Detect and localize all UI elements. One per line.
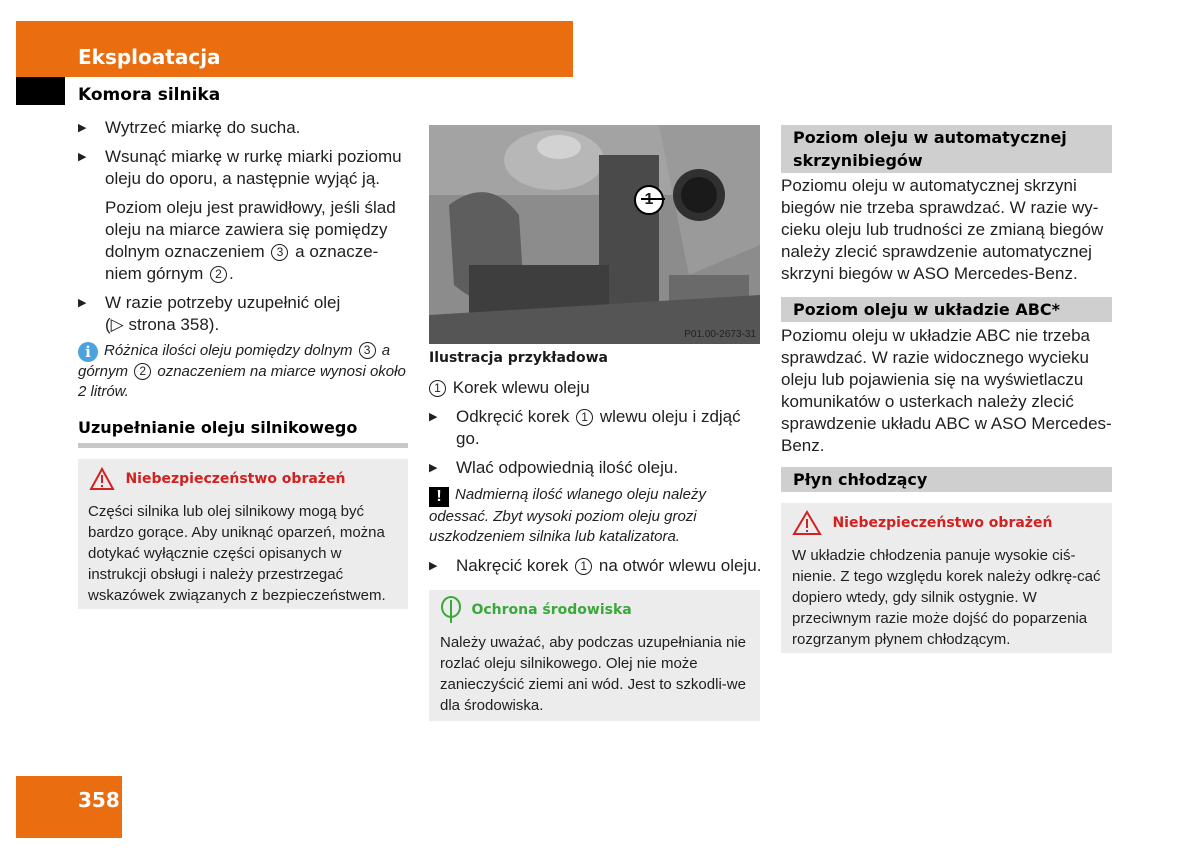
environment-text: Należy uważać, aby podczas uzupełniania nie rozlać oleju silnikowego. Olej nie może zanieczyścić ziemi ani wód. Jest to szkodli-we dla środowiska.: [440, 634, 747, 714]
heading-oil-top-up: Uzupełnianie oleju silnikowego: [78, 418, 408, 448]
page-reference-link[interactable]: (▷ strona 358).: [105, 315, 220, 334]
section-title: Eksploatacja: [78, 45, 221, 69]
exclamation-icon: !: [429, 487, 449, 507]
column-2-steps: [429, 377, 764, 479]
step-text: Odkręcić korek: [456, 407, 570, 426]
warning-box-hot-parts: [78, 459, 408, 609]
bullet-text: W razie potrzeby uzupełnić olej: [105, 293, 341, 312]
step-text: na otwór wlewu oleju.: [598, 556, 762, 575]
marker-number: 2: [210, 266, 227, 283]
engine-compartment-photo: [429, 125, 760, 344]
environment-header: [440, 596, 632, 624]
callout-1: [634, 185, 664, 215]
legend-text: Korek wlewu oleju: [452, 378, 590, 397]
marker-number: 1: [576, 409, 593, 426]
note-text: a górnym: [78, 342, 391, 380]
bullet-text: Wytrzeć miarkę do sucha.: [105, 118, 301, 137]
photo-code: P01.00-2673-31: [684, 329, 756, 340]
note-text: Różnica ilości oleju pomiędzy dolnym: [104, 342, 353, 359]
paragraph-text: a oznacze-niem górnym: [105, 242, 379, 283]
paragraph-text: .: [229, 264, 234, 283]
page-number-box: [16, 776, 122, 838]
bullet-top-up: [78, 292, 408, 336]
warning-header: [89, 467, 345, 491]
marker-number: 1: [429, 380, 446, 397]
caution-note: [429, 485, 764, 547]
engine-illustration: [429, 125, 760, 344]
marker-number: 3: [359, 342, 376, 359]
warning-header: [792, 510, 1052, 536]
warning-text: W układzie chłodzenia panuje wysokie ciś-nienie. Z tego względu korek należy odkrę-cać dopiero wtedy, gdy silnik ostygnie. W przeciwnym razie może dojść do poparzenia rozgrzanym płynem chłodzącym.: [792, 547, 1101, 648]
environment-box: [429, 590, 760, 721]
info-icon: i: [78, 342, 98, 362]
bullet-wipe-dipstick: [78, 117, 408, 139]
column-1: [78, 117, 408, 336]
warning-title: Niebezpieczeństwo obrażeń: [832, 515, 1053, 531]
step-screw-cap: [429, 555, 764, 577]
step-text: Wlać odpowiednią ilość oleju.: [456, 458, 679, 477]
step-text: wlewu oleju i zdjąć go.: [456, 407, 741, 448]
warning-triangle-icon: [792, 510, 822, 536]
paragraph-text: Poziom oleju jest prawidłowy, jeśli ślad oleju na miarce zawiera się pomiędzy dolnym oznaczeniem: [105, 198, 396, 261]
section-header-bar: [16, 21, 573, 77]
photo-caption: Ilustracja przykładowa: [429, 350, 608, 366]
warning-triangle-icon: [89, 467, 115, 491]
bullet-insert-dipstick: [78, 146, 408, 190]
warning-title: Niebezpieczeństwo obrażeń: [125, 471, 346, 487]
callout-line: [641, 198, 665, 200]
leaf-icon: [440, 596, 462, 624]
marker-number: 3: [271, 244, 288, 261]
info-note: [78, 341, 410, 402]
warning-box-coolant: [781, 503, 1112, 653]
heading-automatic-transmission: Poziom oleju w automatycznej skrzynibiegów: [781, 125, 1112, 173]
oil-level-paragraph: [78, 197, 408, 285]
warning-text: Części silnika lub olej silnikowy mogą być bardzo gorące. Aby uniknąć oparzeń, można dotykać wyłącznie części opisanych w instrukcji obsługi i należy przestrzegać wskazówek związanych z bezpieczeństwem.: [88, 503, 386, 604]
step-text: Nakręcić korek: [456, 556, 569, 575]
legend-item: [429, 377, 764, 399]
page-number: 358: [78, 788, 120, 812]
note-text: Nadmierną ilość wlanego oleju należy odessać. Zbyt wysoki poziom oleju grozi uszkodzeniem silnika lub katalizatora.: [429, 486, 706, 545]
step-pour-oil: [429, 457, 764, 479]
paragraph-abc-system: Poziomu oleju w układzie ABC nie trzeba sprawdzać. W razie widocznego wycieku oleju lub pojawienia się na wyświetlaczu komunikatów o usterkach należy zlecić sprawdzenie układu ABC w ASO Mercedes-Benz.: [781, 326, 1112, 455]
paragraph-automatic-transmission: Poziomu oleju w automatycznej skrzyni biegów nie trzeba sprawdzać. W razie wy-cieku oleju lub trudności ze zmianą biegów należy zlecić sprawdzenie automatycznej skrzyni biegów w ASO Mercedes-Benz.: [781, 176, 1104, 283]
subsection-title: Komora silnika: [78, 85, 221, 105]
marker-number: 2: [134, 363, 151, 380]
note-text: oznaczeniem na miarce wynosi około 2 litrów.: [78, 363, 406, 400]
bullet-text: Wsunąć miarkę w rurkę miarki poziomu oleju do oporu, a następnie wyjąć ją.: [105, 147, 402, 188]
heading-coolant: Płyn chłodzący: [781, 467, 1112, 492]
step-unscrew-cap: [429, 406, 764, 450]
heading-abc-system: Poziom oleju w układzie ABC*: [781, 297, 1112, 322]
header-tab-marker: [16, 77, 65, 105]
environment-title: Ochrona środowiska: [471, 602, 632, 618]
marker-number: 1: [575, 558, 592, 575]
